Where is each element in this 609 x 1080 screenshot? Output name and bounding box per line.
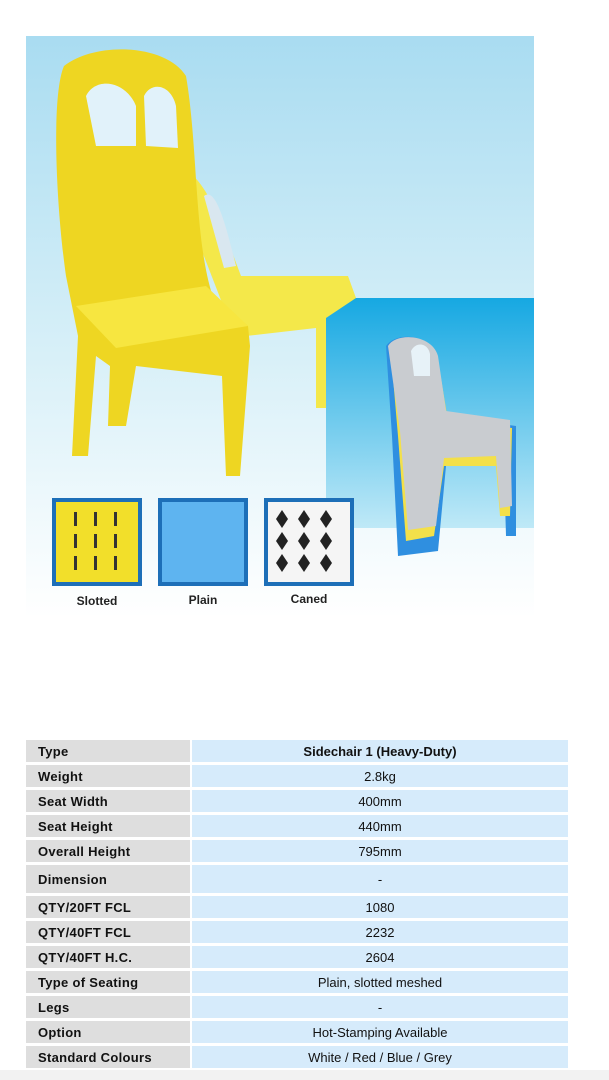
spec-value: Sidechair 1 (Heavy-Duty) xyxy=(190,740,568,763)
spec-row-dimension xyxy=(26,865,568,894)
spec-row-qty-20ft xyxy=(26,896,568,919)
spec-key: Legs xyxy=(26,996,190,1019)
spec-key: Seat Height xyxy=(26,815,190,838)
product-image xyxy=(26,36,534,618)
swatch-slotted xyxy=(52,498,142,586)
spec-value: 795mm xyxy=(190,840,568,863)
spec-row-seat-width xyxy=(26,790,568,813)
spec-key: QTY/40FT FCL xyxy=(26,921,190,944)
swatch-plain xyxy=(158,498,248,586)
spec-value: White / Red / Blue / Grey xyxy=(190,1046,568,1069)
spec-key: QTY/20FT FCL xyxy=(26,896,190,919)
spec-value: 2232 xyxy=(190,921,568,944)
swatch-label-plain: Plain xyxy=(188,593,218,607)
spec-row-weight xyxy=(26,765,568,788)
spec-key: Type xyxy=(26,740,190,763)
spec-value: Plain, slotted meshed xyxy=(190,971,568,994)
spec-value: 2.8kg xyxy=(190,765,568,788)
spec-row-standard-colours xyxy=(26,1046,568,1069)
spec-key: Weight xyxy=(26,765,190,788)
bottom-bar xyxy=(0,1070,609,1080)
chair-illustration xyxy=(26,36,534,618)
spec-key: Standard Colours xyxy=(26,1046,190,1069)
spec-row-type xyxy=(26,740,568,763)
spec-row-overall-height xyxy=(26,840,568,863)
spec-value: Hot-Stamping Available xyxy=(190,1021,568,1044)
swatch-caned xyxy=(264,498,354,586)
spec-value: 1080 xyxy=(190,896,568,919)
spec-key: Option xyxy=(26,1021,190,1044)
spec-value: 440mm xyxy=(190,815,568,838)
spec-row-qty-40ft-hc xyxy=(26,946,568,969)
spec-key: Seat Width xyxy=(26,790,190,813)
spec-row-legs xyxy=(26,996,568,1019)
spec-value: - xyxy=(190,865,568,894)
swatch-label-caned: Caned xyxy=(290,592,328,606)
spec-table xyxy=(26,738,568,1071)
spec-value: 2604 xyxy=(190,946,568,969)
spec-value: 400mm xyxy=(190,790,568,813)
spec-key: QTY/40FT H.C. xyxy=(26,946,190,969)
spec-row-qty-40ft xyxy=(26,921,568,944)
spec-row-option xyxy=(26,1021,568,1044)
spec-key: Overall Height xyxy=(26,840,190,863)
spec-row-seat-height xyxy=(26,815,568,838)
swatch-label-slotted: Slotted xyxy=(76,594,118,608)
spec-value: - xyxy=(190,996,568,1019)
spec-key: Type of Seating xyxy=(26,971,190,994)
spec-row-type-of-seating xyxy=(26,971,568,994)
spec-key: Dimension xyxy=(26,865,190,894)
